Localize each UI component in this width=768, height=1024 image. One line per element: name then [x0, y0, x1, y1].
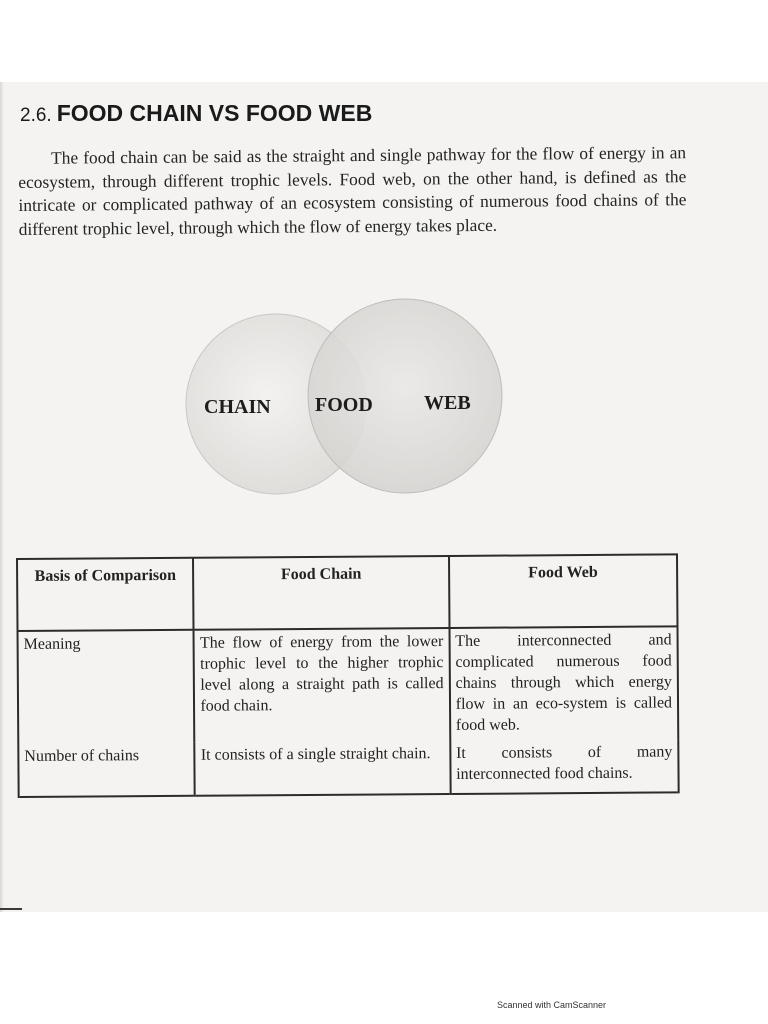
comparison-table	[16, 553, 680, 798]
cell-basis: Meaning	[18, 630, 195, 744]
cell-food-web: The interconnected and complicated numerous food chains through which energy flow in an eco-system is called food web.	[449, 626, 678, 741]
header-food-chain: Food Chain	[193, 556, 449, 630]
venn-label-chain: CHAIN	[204, 396, 271, 418]
venn-diagram	[180, 292, 520, 512]
section-number: 2.6.	[20, 105, 52, 126]
table-row	[18, 626, 679, 744]
table-header-row	[17, 554, 677, 631]
header-basis: Basis of Comparison	[17, 558, 194, 631]
page-corner-mark	[0, 908, 22, 910]
table-row	[18, 739, 678, 797]
venn-label-food: FOOD	[315, 394, 373, 416]
cell-food-chain: It consists of a single straight chain.	[195, 741, 451, 796]
header-food-web: Food Web	[449, 554, 678, 628]
intro-paragraph: The food chain can be said as the straight and single pathway for the flow of energy in an ecosystem, through different trophic levels. Food web, on the other hand, is defined as the intricate or complicated pathway of an ecosystem consisting of numerous food chains of the different trophic level, through which the flow of energy takes place.	[18, 142, 687, 239]
page-edge-shadow	[0, 82, 4, 912]
cell-food-web: It consists of many interconnected food chains.	[450, 739, 679, 794]
comparison-table-container	[16, 553, 680, 800]
section-title: FOOD CHAIN VS FOOD WEB	[56, 100, 373, 126]
cell-basis: Number of chains	[18, 743, 195, 797]
section-heading	[20, 100, 372, 127]
scanner-watermark: Scanned with CamScanner	[497, 1000, 607, 1010]
cell-food-chain: The flow of energy from the lower trophic level to the higher trophic level along a straight path is called food chain.	[194, 628, 450, 743]
venn-label-web: WEB	[424, 392, 471, 414]
